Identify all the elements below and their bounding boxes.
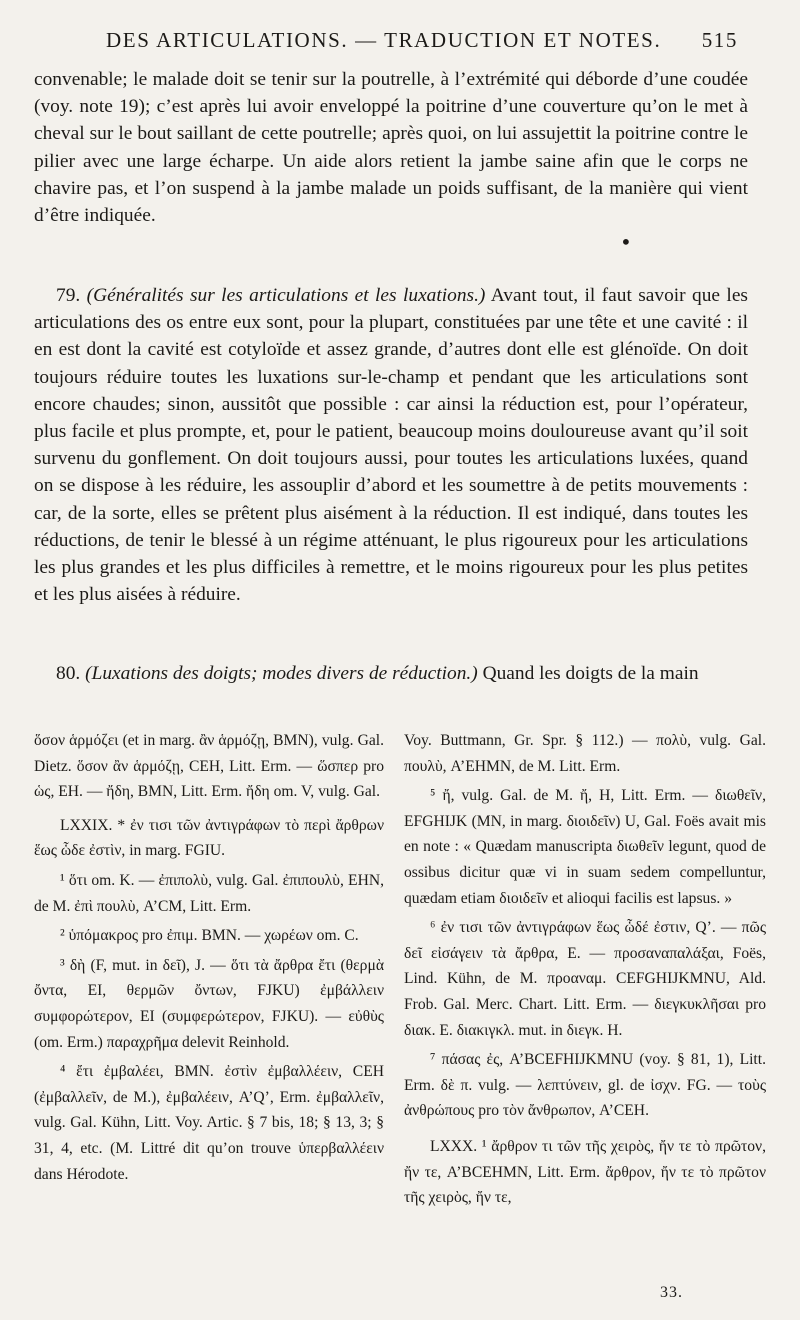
note-line: ¹ ὅτι om. K. — ἐπιπολὺ, vulg. Gal. ἐπιπουλὺ, EHN, de M. ἐπὶ πουλὺ, A’CM, Litt. Erm. bbox=[34, 871, 384, 915]
section-80-number: 80. bbox=[56, 663, 81, 684]
running-title: DES ARTICULATIONS. — TRADUCTION ET NOTES. bbox=[106, 28, 662, 52]
notes-column-left bbox=[34, 728, 384, 1187]
note-section-heading: LXXX. ¹ ἄρθρον τι τῶν τῆς χειρὸς, ἤν τε τὸ πρῶτον, ἤν τε, A’BCEHMN, Litt. Erm. ἄρθρον, ἤν τε τὸ πρῶτον τῆς χειρὸς, ἤν τε, bbox=[404, 1137, 766, 1207]
note-line: ³ δὴ (F, mut. in δεῖ), J. — ὅτι τὰ ἄρθρα ἔτι (θερμὰ ὄντα, EI, θερμῶν ὄντων, FJKU) ἐμβάλλειν συμφορώτερον, EI (συμφερώτερον, FJKU). — εὐθὺς (om. Erm.) παραχρῆμα delevit Reinhold. bbox=[34, 956, 384, 1051]
section-80-text: Quand les doigts de la main bbox=[482, 663, 699, 684]
note-section-heading: LXXIX. * ἐν τισι τῶν ἀντιγράφων τὸ περὶ ἄρθρων ἕως ὧδε ἐστὶν, in marg. FGIU. bbox=[34, 816, 384, 860]
paragraph-continuation: convenable; le malade doit se tenir sur la poutrelle, à l’extrémité qui déborde d’une coudée (voy. note 19); c’est après lui avoir enveloppé la poitrine d’une couverture qu’on le met à cheval sur le bout saillant de cette poutrelle; après quoi, on lui assujettit la poitrine contre le pilier avec une large écharpe. Un aide alors retient la jambe saine afin que le corps ne chavire pas, et l’on suspend à la jambe malade un poids suffisant, de la manière qui vient d’être indiquée. bbox=[34, 69, 748, 227]
bullet-dot: • bbox=[620, 230, 632, 254]
section-79-text: Avant tout, il faut savoir que les articulations des os entre eux sont, pour la plupart, constituées par une tête et une cavité : il en est dont la cavité est cotyloïde et assez grande, d’autres dont elle est glénoïde. On doit toujours réduire toutes les luxations sur-le-champ et pendant que les articulations sont encore chaudes; sinon, aussitôt que possible : car ainsi la réduction est, pour l’opérateur, plus facile et plus prompte, et, pour le patient, beaucoup moins douloureuse avant qu’il soit survenu du gonflement. On doit toujours aussi, pour toutes les articulations luxées, quand on se dispose à les réduire, les assouplir d’abord et les soumettre à de petits mouvements : car, de la sorte, elles se prêtent plus aisément à la réduction. Il est indiqué, dans toutes les réductions, de tenir le blessé à un régime atténuant, le plus rigoureux pour les articulations les plus grandes et les plus difficiles à remettre, et le moins rigoureux pour les plus petites et les plus aisées à réduire. bbox=[34, 285, 748, 606]
section-79-number: 79. bbox=[56, 285, 81, 306]
note-line: ⁷ πάσας ἐς, A’BCEFHIJKMNU (voy. § 81, 1), Litt. Erm. δὲ π. vulg. — λεπτύνειν, gl. de ἰσχν. FG. — τοὺς ἀνθρώπους pro τὸν ἄνθρωπον, A’CEH. bbox=[404, 1051, 766, 1120]
note-line: ² ὑπόμακρος pro ἐπιμ. BMN. — χωρέων om. C. bbox=[60, 927, 359, 945]
section-80 bbox=[34, 660, 748, 687]
notes-column-right bbox=[404, 728, 766, 1211]
note-line: ⁵ ἤ, vulg. Gal. de M. ἤ, H, Litt. Erm. — διωθεῖν, EFGHIJK (MN, in marg. διοιδεῖν) U, Gal. Foës avait mis en note : « Quædam manuscripta διωθεῖν legunt, quod de ossibus dicitur quæ vi in suam sedem compelluntur, quædam etiam διοιδεῖν et alioqui facilis est lapsus. » bbox=[404, 787, 766, 907]
note-line: Voy. Buttmann, Gr. Spr. § 112.) — πολὺ, vulg. Gal. πουλὺ, A’EHMN, de M. Litt. Erm. bbox=[404, 732, 766, 775]
section-79 bbox=[34, 282, 748, 608]
signature-mark: 33. bbox=[660, 1284, 683, 1301]
page-number: 515 bbox=[701, 28, 738, 52]
note-line: ὅσον ἁρμόζει (et in marg. ἂν ἁρμόζῃ, BMN), vulg. Gal. Dietz. ὅσον ἂν ἁρμόζῃ, CEH, Litt. Erm. — ὥσπερ pro ὡς, EH. — ἤδη, BMN, Litt. Erm. ἤδη om. V, vulg. Gal. bbox=[34, 732, 384, 801]
section-80-heading: (Luxations des doigts; modes divers de réduction.) bbox=[85, 663, 478, 684]
note-line: ⁴ ἔτι ἐμβαλέει, BMN. ἐστὶν ἐμβαλλέειν, CEH (ἐμβαλλεῖν, de M.), ἐμβαλέειν, A’Q’, Erm. ἐμβαλλεῖν, vulg. Gal. Kühn, Litt. Voy. Artic. § 7 bis, 18; § 13, 3; § 31, 4, etc. (M. Littré dit qu’on trouve ὑπερβαλλέειν dans Hérodote. bbox=[34, 1063, 384, 1183]
section-79-heading: (Généralités sur les articulations et les luxations.) bbox=[86, 285, 486, 306]
note-line: ⁶ ἐν τισι τῶν ἀντιγράφων ἕως ὧδέ ἐστιν, Q’. — πῶς δεῖ εἰσάγειν τὰ ἄρθρα, E. — προσαναπαλάξαι, Foës, Lind. Kühn, de M. προαναμ. CEFGHIJKMNU, Ald. Frob. Gal. Merc. Chart. Litt. Erm. — διεγκυκλῆσαι pro διακ. E. διακιγκλ. mut. in διεγκ. H. bbox=[404, 919, 766, 1039]
